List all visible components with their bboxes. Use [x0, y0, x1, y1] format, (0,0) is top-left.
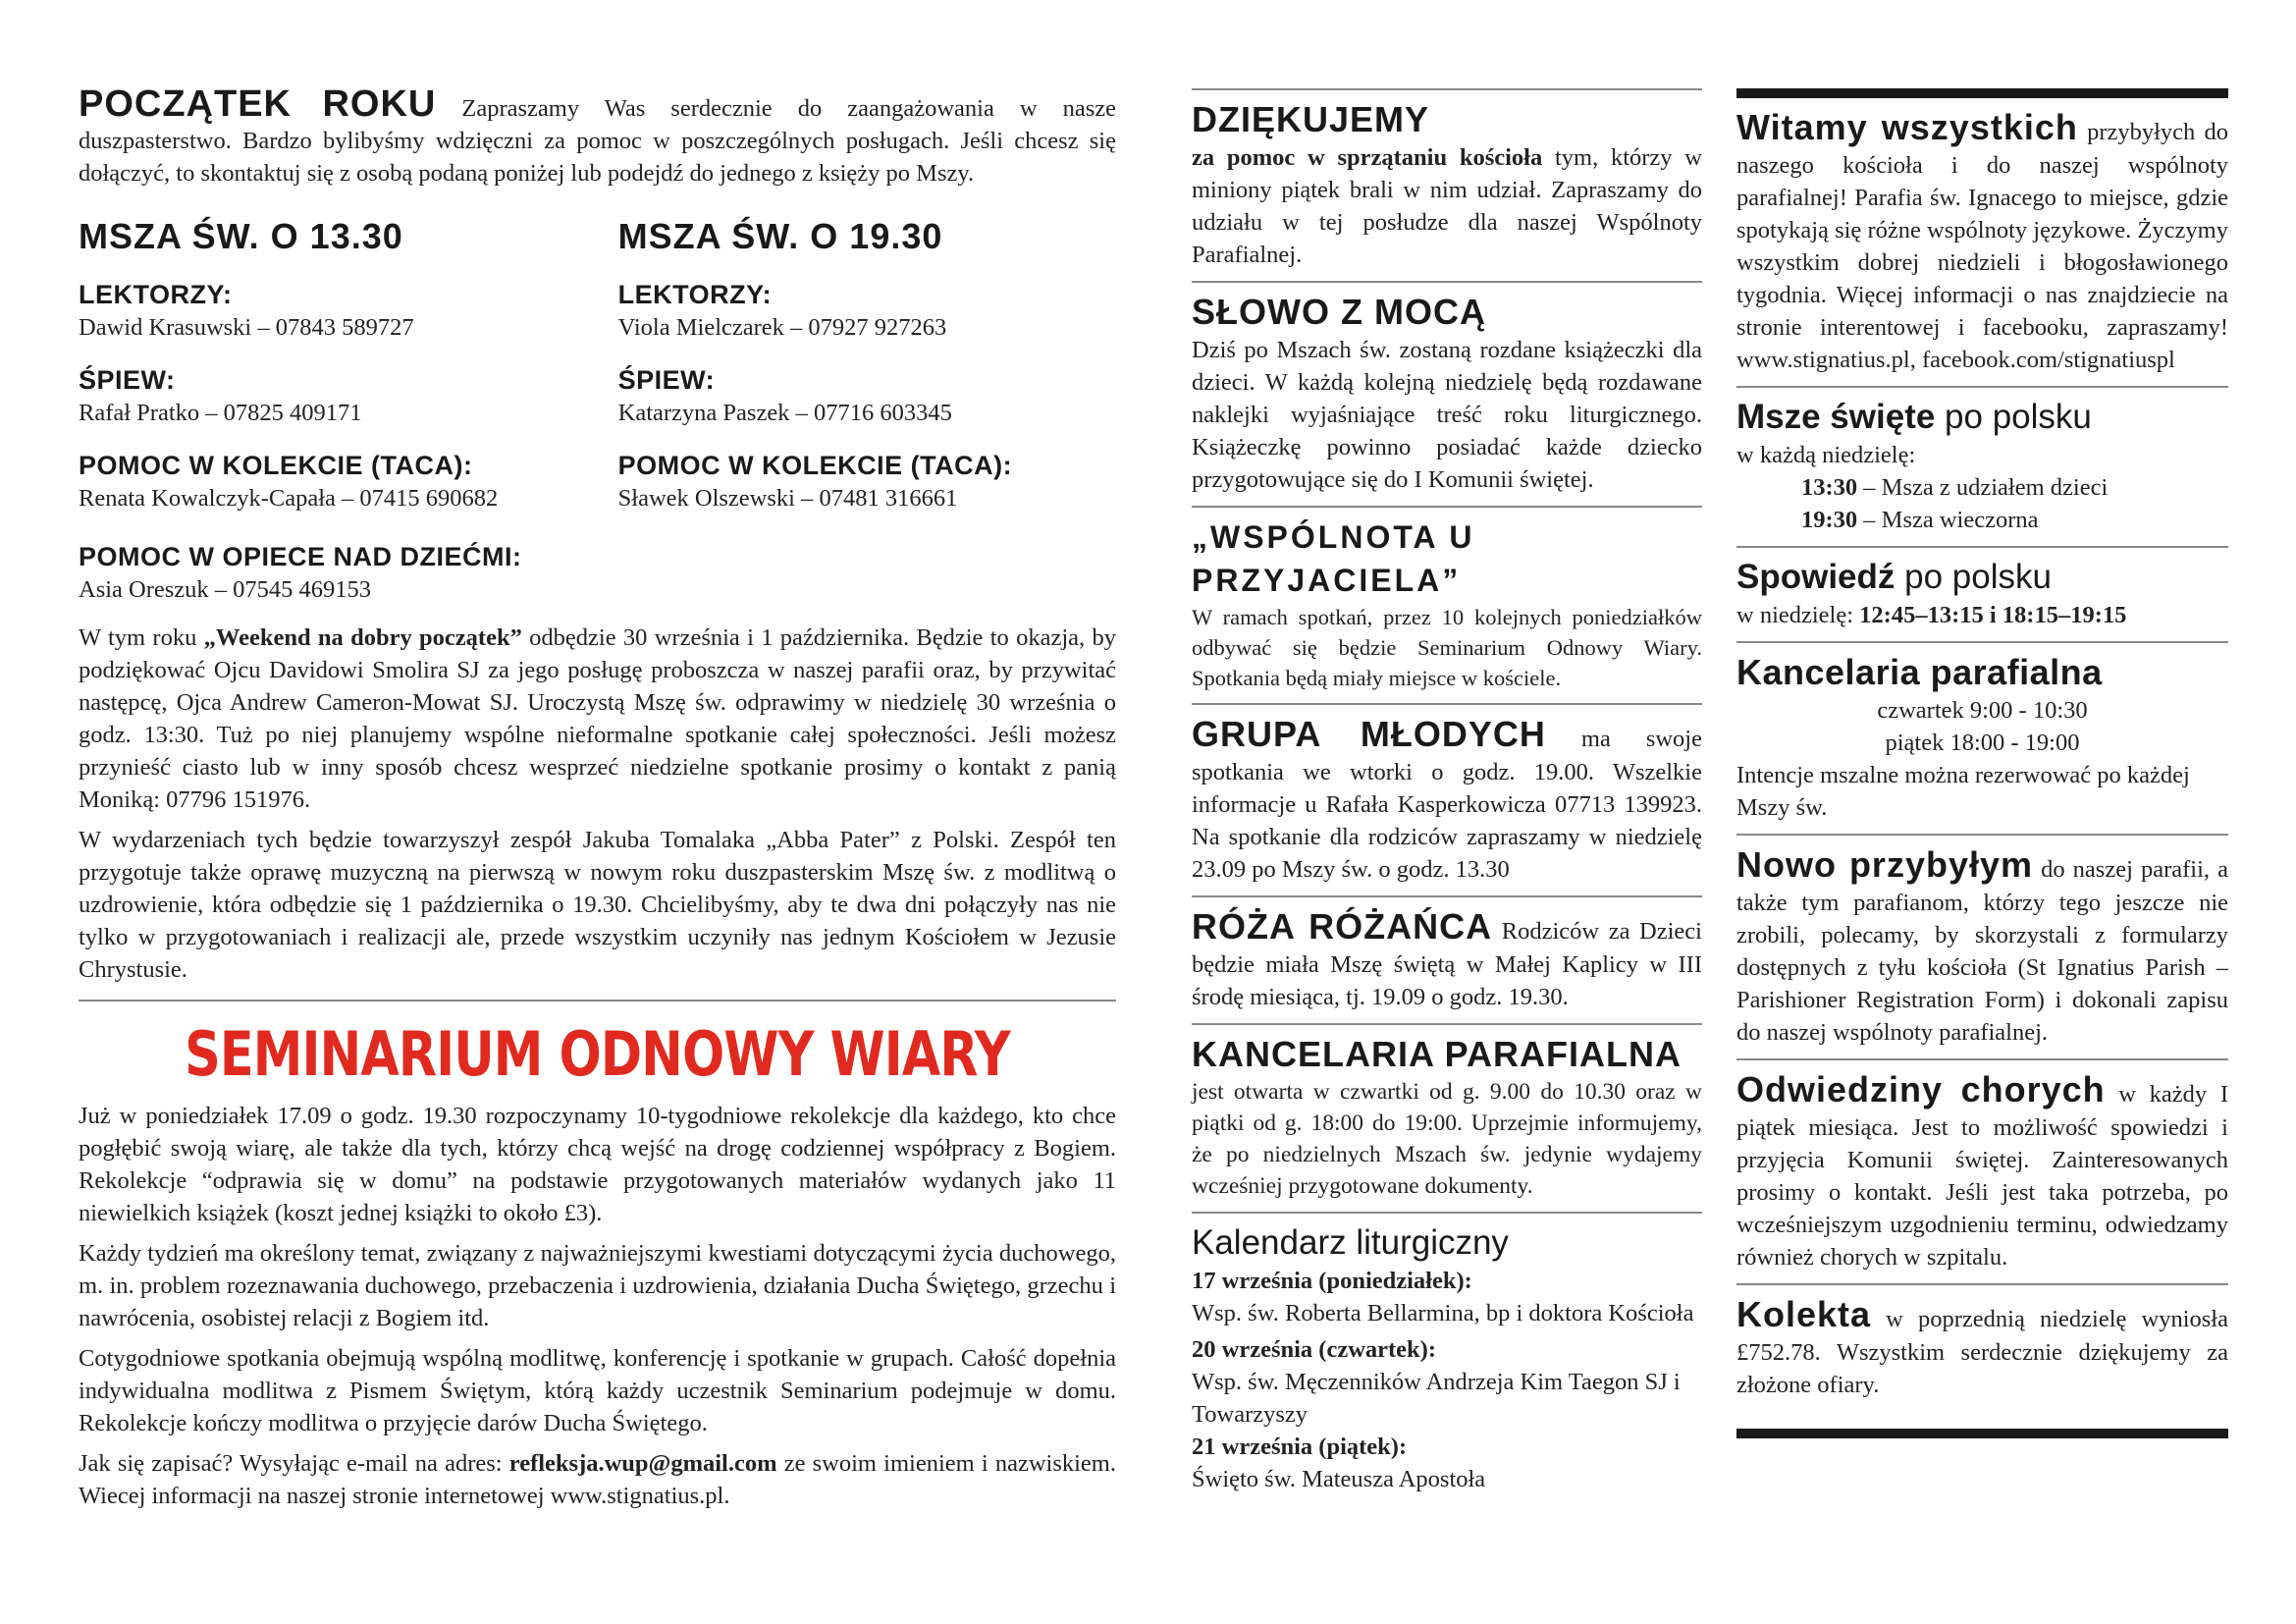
spowiedz-title-bold: Spowiedź [1736, 558, 1896, 596]
kolekta-title: Kolekta [1736, 1294, 1872, 1334]
weekend-paragraph-1 [79, 622, 1116, 816]
mass-1930-spiew-label: ŚPIEW: [617, 365, 716, 395]
mass-1330-block [79, 215, 576, 514]
thick-divider-bottom [1736, 1429, 2228, 1438]
witamy-title: Witamy wszystkich [1736, 107, 2078, 147]
mass-1330-spiew: Rafał Pratko – 07825 409171 [79, 400, 362, 426]
seminar-email-link[interactable]: refleksja.wup@gmail.com [508, 1450, 777, 1477]
weekend-text-b: odbędzie 30 września i 1 października. Będzie to okazja, by podziękować Ojcu Davidowi Smolira SJ za jego posługę proboszcza w naszej parafii oraz, by przywitać następcę, Ojca Andrew Cameron-Mowat SJ. Uroczystą Mszę św. odprawimy w niedzielę 30 września o godz. 13:30. Tuż po niej planujemy wspólne nieformalne spotkanie całej społeczności. Jeśli możesz przynieść ciasto lub w inny sposób chcesz wesprzeć niedzielne spotkanie prosimy o kontakt z panią Moniką: 07796 151976. [79, 624, 1116, 813]
seminar-signup-text-b: ze swoim imieniem i nazwiskiem. Wiecej informacji na naszej stronie internetowej www.stignatius.pl. [79, 1450, 1116, 1509]
nowo-title: Nowo przybyłym [1736, 844, 2034, 885]
mass-1330-kolekta-label: POMOC W KOLEKCIE (TACA): [79, 451, 473, 480]
dziekujemy-bold: za pomoc w sprzątaniu kościoła [1192, 144, 1543, 171]
odwiedziny-title: Odwiedziny chorych [1736, 1069, 2106, 1110]
wspolnota-title: „WSPÓLNOTA U PRZYJACIELA” [1192, 519, 1475, 598]
dziekujemy-text: tym, którzy w miniony piątek brali w nim udział. Zapraszamy do udziału w tej posłudze dla naszej Wspólnoty Parafialnej. [1192, 144, 1702, 268]
divider [79, 1000, 1116, 1001]
roza-title: RÓŻA RÓŻAŃCA [1192, 906, 1493, 947]
msze-title-rest: po polsku [1935, 398, 2092, 436]
witamy-text: przybyłych do naszego kościoła i do naszej wspólnoty parafialnej! Parafia św. Ignacego to miejsce, gdzie spotykają się różne wspólnoty językowe. Życzymy wszystkim dobrej niedzieli i błogosławionego tygodnia. Więcej informacji o nas znajdziecie na stronie interentowej i facebooku, zapraszamy! www.stignatius.pl, facebook.com/stignatiuspl [1736, 119, 2228, 373]
mass-1330-lektorzy: Dawid Krasuwski – 07843 589727 [79, 314, 414, 341]
kalendarz-date-3: 21 września (piątek): [1192, 1434, 1408, 1460]
left-column [79, 83, 1116, 1512]
odwiedziny-text: w każdy I piątek miesiąca. Jest to możliwość spowiedzi i przyjęcia Komunii świętej. Zainteresowanych prosimy o kontakt. Jeśli jest taka potrzeba, po wcześniejszym uzgodnieniu terminu, odwiedzamy również chorych w szpitalu. [1736, 1081, 2228, 1271]
kancelaria-hours-2: piątek 18:00 - 19:00 [1885, 730, 2080, 756]
dziekujemy-section [1192, 90, 1702, 281]
mass-1930-kolekta: Sławek Olszewski – 07481 316661 [617, 485, 958, 512]
intro-section [79, 83, 1116, 189]
kolekta-section [1736, 1285, 2228, 1429]
weekend-paragraph-2: W wydarzeniach tych będzie towarzyszył zespół Jakuba Tomalaka „Abba Pater” z Polski. Zespół ten przygotuje także oprawę muzyczną na pierwszą w nowym roku duszpasterskim Mszę św. z modlitwą o uzdrowienie, która odbędzie się 1 października o 19.30. Chcielibyśmy, aby te dwa dni połączyły nas nie tylko w przygotowaniach i realizacji ale, przede wszystkim uczyniły nas jednym Kościołem w Jezusie Chrystusie. [79, 827, 1116, 983]
mass-1930-spiew: Katarzyna Paszek – 07716 603345 [617, 400, 952, 426]
odwiedziny-section [1736, 1060, 2228, 1283]
roza-section [1192, 897, 1702, 1023]
seminar-title: SEMINARIUM ODNOWY WIARY [185, 1018, 1010, 1090]
kancelaria-hours-1: czwartek 9:00 - 10:30 [1877, 697, 2088, 724]
seminar-paragraph-2: Każdy tydzień ma określony temat, związany z najważniejszymi kwestiami dotyczącymi życia duchowego, m. in. problem rozeznawania duchowego, przebaczenia i uzdrowienia, działania Ducha Świętego, grzechu i nawrócenia, osobistej relacji z Bogiem itd. [79, 1240, 1116, 1331]
dziekujemy-title: DZIĘKUJEMY [1192, 99, 1430, 139]
kancelaria-right-section [1736, 643, 2228, 834]
msze-section [1736, 388, 2228, 546]
seminar-paragraph-4 [79, 1447, 1116, 1512]
msze-desc-1: – Msza z udziałem dzieci [1857, 474, 2109, 501]
mass-1930-lektorzy-label: LEKTORZY: [617, 280, 773, 309]
msze-time-2: 19:30 [1801, 507, 1858, 533]
witamy-section [1736, 98, 2228, 386]
spowiedz-intro: w niedzielę: [1736, 602, 1860, 628]
mass-1930-title: MSZA ŚW. O 19.30 [617, 216, 943, 256]
children-care-person: Asia Oreszuk – 07545 469153 [79, 576, 372, 603]
mlodzi-text: ma swoje spotkania we wtorki o godz. 19.00. Wszelkie informacje u Rafała Kasperkowicza 07713 139923. Na spotkanie dla rodziców zapraszamy w niedzielę 23.09 po Mszy św. o godz. 13.30 [1192, 726, 1702, 883]
slowo-title: SŁOWO Z MOCĄ [1192, 292, 1486, 332]
kancelaria-right-text: Intencje mszalne można rezerwować po każdej Mszy św. [1736, 762, 2190, 821]
roza-text: Rodziców za Dzieci będzie miała Mszę świętą w Małej Kaplicy w III środę miesiąca, tj. 19.09 o godz. 19.30. [1192, 918, 1702, 1010]
mass-1330-kolekta: Renata Kowalczyk-Capała – 07415 690682 [79, 485, 499, 512]
kalendarz-date-2: 20 września (czwartek): [1192, 1336, 1436, 1363]
mass-1330-spiew-label: ŚPIEW: [79, 365, 176, 395]
right-column [1736, 88, 2228, 1438]
mass-1930-lektorzy: Viola Mielczarek – 07927 927263 [617, 314, 947, 341]
kancelaria-right-title: Kancelaria parafialna [1736, 652, 2103, 692]
intro-text: Zapraszamy Was serdecznie do zaangażowania w nasze duszpasterstwo. Bardzo bylibyśmy wdzięczni za pomoc w poszczególnych posługach. Jeśli chcesz się dołączyć, to skontaktuj się z osobą podaną poniżej lub podejdź do jednego z księży po Mszy. [79, 95, 1116, 187]
mlodzi-title: GRUPA MŁODYCH [1192, 714, 1546, 754]
weekend-text-a: W tym roku [79, 624, 204, 651]
kancelaria-title: KANCELARIA PARAFIALNA [1192, 1034, 1682, 1074]
kalendarz-date-1: 17 września (poniedziałek): [1192, 1268, 1472, 1294]
seminar-paragraph-3: Cotygodniowe spotkania obejmują wspólną modlitwę, konferencję i spotkanie w grupach. Całość dopełnia indywidualna modlitwa z Pismem Świętym, którą każdy uczestnik Seminarium podejmuje w domu. Rekolekcje kończy modlitwa o przyjęcie darów Ducha Świętego. [79, 1345, 1116, 1436]
weekend-bold: „Weekend na dobry początek” [203, 624, 522, 651]
mass-volunteers [79, 215, 1116, 514]
kalendarz-text-2: Wsp. św. Męczenników Andrzeja Kim Taegon SJ i Towarzyszy [1192, 1369, 1681, 1428]
thick-divider [1736, 88, 2228, 98]
wspolnota-section [1192, 508, 1702, 703]
mass-1330-lektorzy-label: LEKTORZY: [79, 280, 233, 309]
kalendarz-text-3: Święto św. Mateusza Apostoła [1192, 1466, 1486, 1492]
slowo-text: Dziś po Mszach św. zostaną rozdane książeczki dla dzieci. W każdą kolejną niedzielę będą rozdawane naklejki wyjaśniające treść roku liturgicznego. Książeczkę powinno posiadać każde dziecko przygotowujące się do I Komunii świętej. [1192, 337, 1702, 493]
spowiedz-times: 12:45–13:15 i 18:15–19:15 [1859, 602, 2127, 628]
kalendarz-text-1: Wsp. św. Roberta Bellarmina, bp i doktora Kościoła [1192, 1300, 1694, 1326]
seminar-signup-text: Jak się zapisać? Wysyłając e-mail na adres: [79, 1450, 509, 1477]
children-care-label: POMOC W OPIECE NAD DZIEĆMI: [79, 542, 522, 571]
kalendarz-title: Kalendarz liturgiczny [1192, 1223, 1509, 1262]
msze-intro: w każdą niedzielę: [1736, 442, 1916, 468]
msze-time-1: 13:30 [1801, 474, 1858, 501]
mass-1930-block [618, 215, 1116, 514]
slowo-section [1192, 283, 1702, 506]
kancelaria-text: jest otwarta w czwartki od g. 9.00 do 10.30 oraz w piątki od g. 18:00 do 19:00. Uprzejmie informujemy, że po niedzielnych Mszach św. jedynie wydajemy wcześniej przygotowane dokumenty. [1192, 1079, 1702, 1199]
msze-title-bold: Msze święte [1736, 398, 1936, 436]
kolekta-text: w poprzednią niedzielę wyniosła £752.78. Wszystkim serdecznie dziękujemy za złożone ofiary. [1736, 1306, 2228, 1398]
spowiedz-section [1736, 548, 2228, 641]
mass-1930-kolekta-label: POMOC W KOLEKCIE (TACA): [617, 451, 1013, 480]
wspolnota-text: W ramach spotkań, przez 10 kolejnych poniedziałków odbywać się będzie Seminarium Odnowy Wiary. Spotkania będą miały miejsce w kościele. [1192, 605, 1702, 690]
spowiedz-title-rest: po polsku [1895, 558, 2052, 596]
nowo-text: do naszej parafii, a także tym parafianom, którzy tego jeszcze nie zrobili, polecamy, by skorzystali z formularzy dostępnych z tyłu kościoła (St Ignatius Parish – Parishioner Registration Form) i dokonali zapisu do naszej wspólnoty parafialnej. [1736, 856, 2228, 1046]
kalendarz-section [1192, 1214, 1702, 1505]
nowo-section [1736, 836, 2228, 1058]
intro-title: POCZĄTEK ROKU [79, 83, 437, 125]
seminar-paragraph-1: Już w poniedziałek 17.09 o godz. 19.30 rozpoczynamy 10-tygodniowe rekolekcje dla każdego, kto chce pogłębić swoją wiarę, ale także dla tych, którzy chcą wejść na drogę codziennej współpracy z Bogiem. Rekolekcje “odprawia się w domu” na podstawie przygotowanych materiałów wydanych jako 11 niewielkich książek (koszt jednej książki to około £3). [79, 1103, 1116, 1226]
kancelaria-section [1192, 1025, 1702, 1212]
middle-column [1192, 88, 1702, 1505]
mlodzi-section [1192, 705, 1702, 895]
mass-1330-title: MSZA ŚW. O 13.30 [79, 216, 403, 256]
msze-desc-2: – Msza wieczorna [1857, 507, 2039, 533]
